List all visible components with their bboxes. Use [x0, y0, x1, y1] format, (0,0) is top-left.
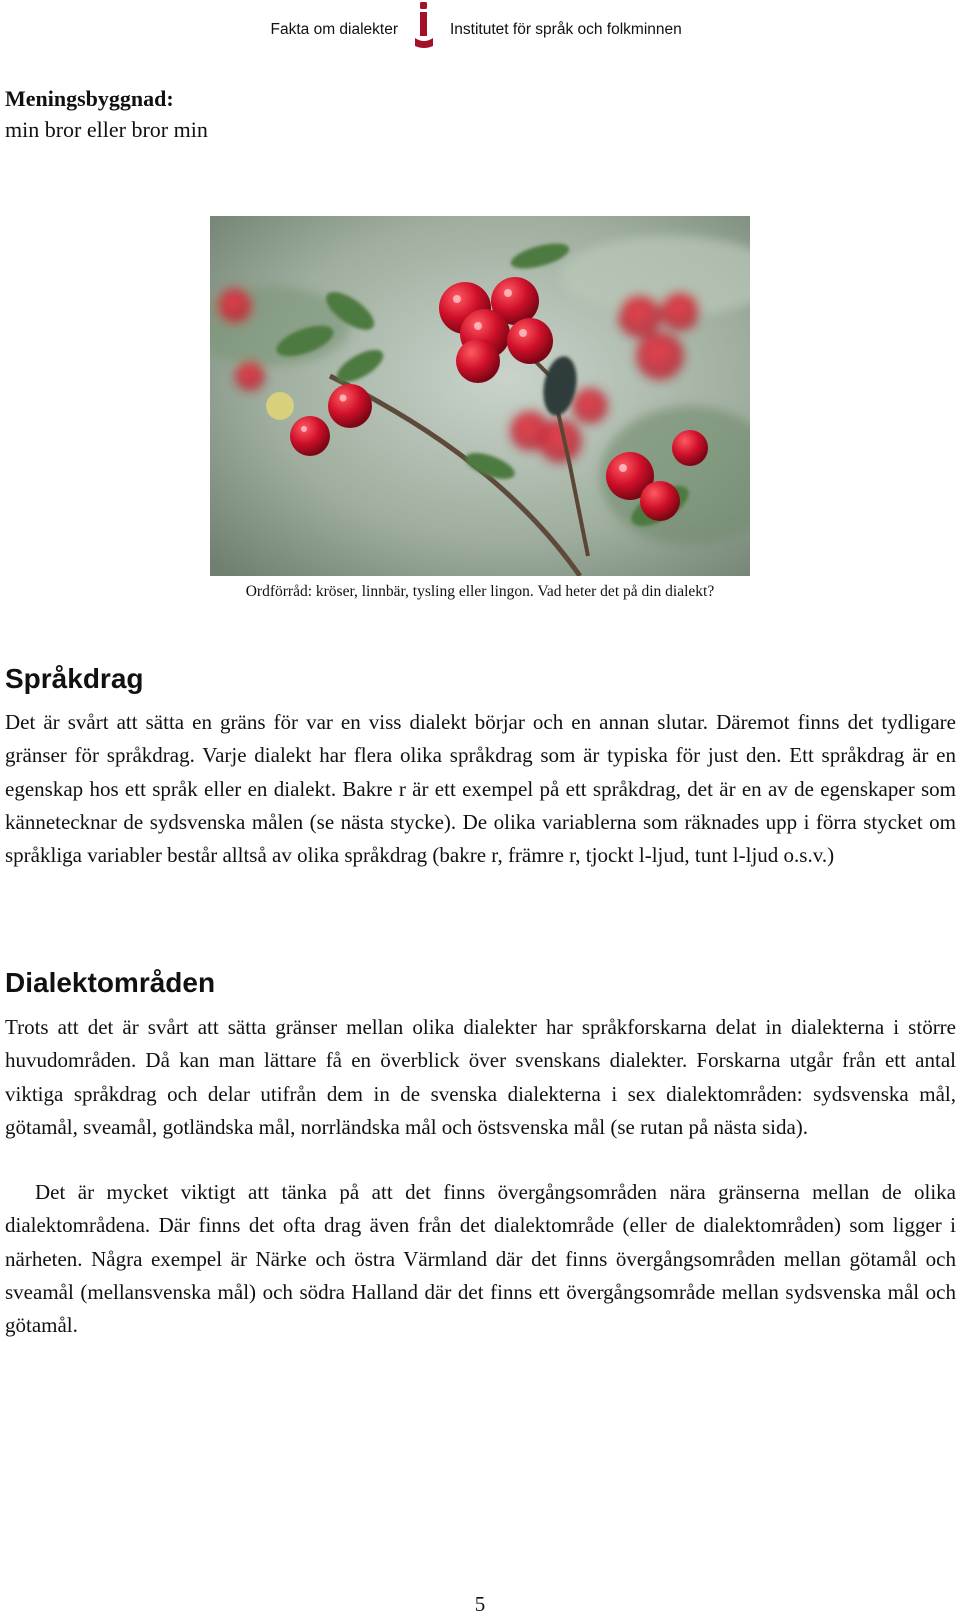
header-left-text: Fakta om dialekter — [270, 21, 398, 38]
institute-logo-icon — [413, 2, 435, 50]
section-title-sprakdrag: Språkdrag — [5, 663, 144, 694]
meningsbyggnad-heading: Meningsbyggnad: — [5, 86, 174, 111]
lingonberry-illustration — [210, 216, 750, 576]
page-header — [0, 18, 960, 48]
paragraph-sprakdrag: Det är svårt att sätta en gräns för var en viss dialekt börjar och en annan slutar. Däremot finns det tydligare gränser för språkdrag. Varje dialekt har flera olika språkdrag som är typiska för just den. Ett språkdrag är en egenskap hos ett språk eller en dialekt. Bakre r är ett exempel på ett språkdrag, det är en av de egenskaper som kännetecknar de sydsvenska målen (se nästa stycke). De olika variablerna som räknades upp i förra stycket om språkliga variabler består alltså av olika språkdrag (bakre r, främre r, tjockt l-ljud, tunt l-ljud o.s.v.) — [5, 710, 956, 868]
figure-caption: Ordförråd: kröser, linnbär, tysling eller lingon. Vad heter det på din dialekt? — [245, 583, 715, 600]
page-number: 5 — [474, 1592, 486, 1616]
paragraph-dialektomraden-1: Trots att det är svårt att sätta gränser mellan olika dialekter har språkforskarna delat in dialekterna i större huvudområden. Då kan man lättare få en överblick över svenskans dialekter. Forskarna utgår från ett antal viktiga språkdrag och delar utifrån dem in de svenska dialekterna i sex dialektområden: sydsvenska mål, götamål, sveamål, gotländska mål, norrländska mål och östsvenska mål (se rutan på nästa sida). — [5, 1015, 956, 1139]
section-title-dialektomraden: Dialektområden — [5, 967, 216, 998]
header-right-text: Institutet för språk och folkminnen — [450, 21, 682, 38]
meningsbyggnad-example: min bror eller bror min — [5, 117, 208, 142]
paragraph-dialektomraden-2: Det är mycket viktigt att tänka på att det finns övergångsområden nära gränserna mellan de olika dialektområdena. Där finns det ofta drag även från det dialektområde (eller de dialektområden) som ligger i närheten. Några exempel är Närke och östra Värmland där det finns övergångsområden mellan götamål och sveamål (mellansvenska mål) och södra Halland där det finns ett övergångsområde mellan sydsvenska mål och götamål. — [5, 1180, 956, 1338]
lingonberry-photo — [210, 216, 750, 576]
